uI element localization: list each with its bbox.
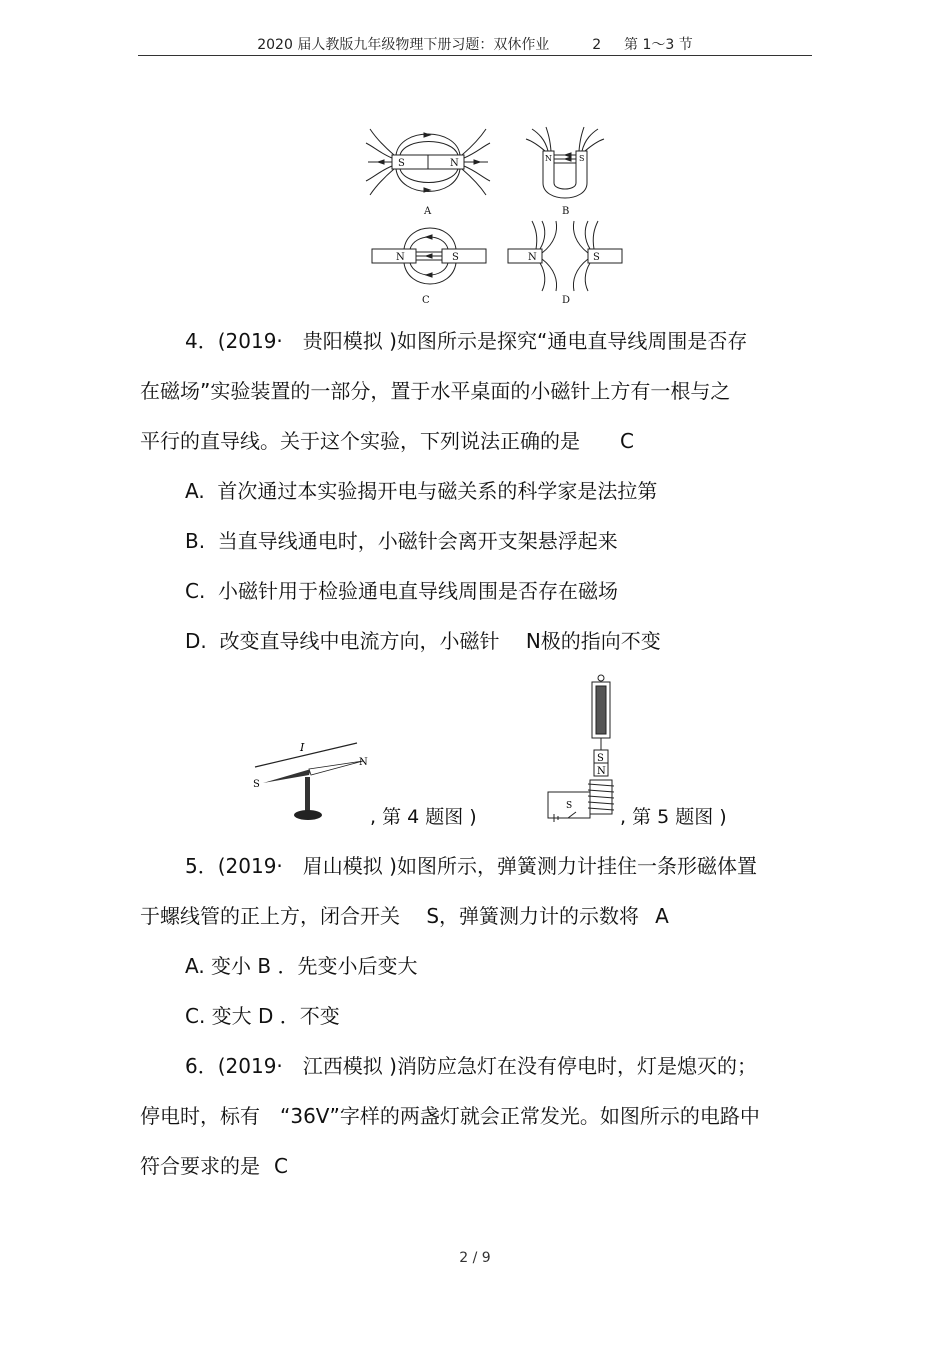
figure-5-spring-scale [540,672,630,830]
q5-text2: 于螺线管的正上方，闭合开关 S，弹簧测力计的示数将 [140,904,640,928]
header-part: 2 [592,37,602,53]
q6-source: (2019· 江西模拟 ) [217,1054,397,1078]
q4-text1: 如图所示是探究“通电直导线周围是否存 [396,329,748,353]
q5-text1: 如图所示，弹簧测力计挂住一条形磁体置 [396,854,757,878]
q6-text1: 消防应急灯在没有停电时，灯是熄灭的； [396,1054,757,1078]
figure-a [366,129,490,195]
q4-line1 [185,328,747,354]
q4-option-c [185,578,618,604]
figure-5-switch-label: S [566,801,573,811]
q4-text3: 平行的直导线。关于这个实验，下列说法正确的是 [140,429,580,453]
figure-b-right-pole: S [579,154,585,163]
q4-option-a-key: A. [185,479,205,503]
figure-d-left-pole: N [528,252,537,263]
q4-line3 [140,428,634,454]
q5-number: 5． [185,854,218,878]
figure-c-label: C [422,295,430,306]
header-rule [138,55,812,56]
figure-c-left-pole: N [396,252,405,263]
q4-option-c-key: C. [185,579,206,603]
figure-5-magnet-bottom: N [597,766,606,777]
figure-4-wire-compass [245,735,375,830]
q4-option-a-text: 首次通过本实验揭开电与磁关系的科学家是法拉第 [217,479,658,503]
figure-4-current-label: I [300,741,305,754]
figure-a-left-pole: S [398,158,405,169]
q4-option-d-key: D. [185,629,207,653]
q4-option-c-text: 小磁针用于检验通电直导线周围是否存在磁场 [218,579,619,603]
magnet-field-figure [360,125,630,310]
q4-option-b-key: B. [185,529,206,553]
figure-b-left-pole: N [545,154,552,163]
figure-b [526,127,604,198]
q4-option-d [185,628,661,654]
q6-number: 6． [185,1054,218,1078]
q6-line2: 停电时，标有 “36V”字样的两盏灯就会正常发光。如图所示的电路中 [140,1104,760,1128]
figure-c [372,228,486,284]
header-title: 2020 届人教版九年级物理下册习题：双休作业 [257,37,550,53]
q6-answer: C [274,1154,288,1178]
q4-source: (2019· 贵阳模拟 ) [217,329,397,353]
figure-a-right-pole: N [450,158,459,169]
q6-line1 [185,1053,757,1079]
q4-line2: 在磁场”实验装置的一部分，置于水平桌面的小磁针上方有一根与之 [140,379,731,403]
q5-source: (2019· 眉山模拟 ) [217,854,397,878]
figure-d-right-pole: S [593,252,600,263]
figure-4-south-label: S [253,779,260,790]
figure-a-label: A [424,206,432,217]
q5-answer: A [655,904,669,928]
figure-d-label: D [562,295,571,306]
q5-line2 [140,903,669,929]
figure-5-caption: , 第 5 题图 ) [620,806,727,828]
figure-d [508,221,622,291]
q5-options-row2: C. 变大 D ．不变 [185,1004,340,1028]
q4-option-b-text: 当直导线通电时，小磁针会离开支架悬浮起来 [217,529,618,553]
figure-5-magnet-top: S [597,753,604,764]
q6-line3 [140,1153,288,1179]
q4-answer: C [620,429,634,453]
header-section: 第 1～3 节 [624,37,693,53]
q4-number: 4． [185,329,218,353]
q5-options-row1: A. 变小 B ．先变小后变大 [185,954,418,978]
figure-4-north-label: N [359,757,368,768]
q4-option-b [185,528,618,554]
q6-text3: 符合要求的是 [140,1154,260,1178]
page-number: 2 / 9 [459,1250,491,1266]
q4-option-d-text: 改变直导线中电流方向，小磁针 N极的指向不变 [219,629,661,653]
page-header [138,36,812,54]
figure-4-caption: , 第 4 题图 ) [370,806,477,828]
figure-c-right-pole: S [452,252,459,263]
q5-line1 [185,853,757,879]
figure-b-label: B [562,206,570,217]
q4-option-a [185,478,657,504]
